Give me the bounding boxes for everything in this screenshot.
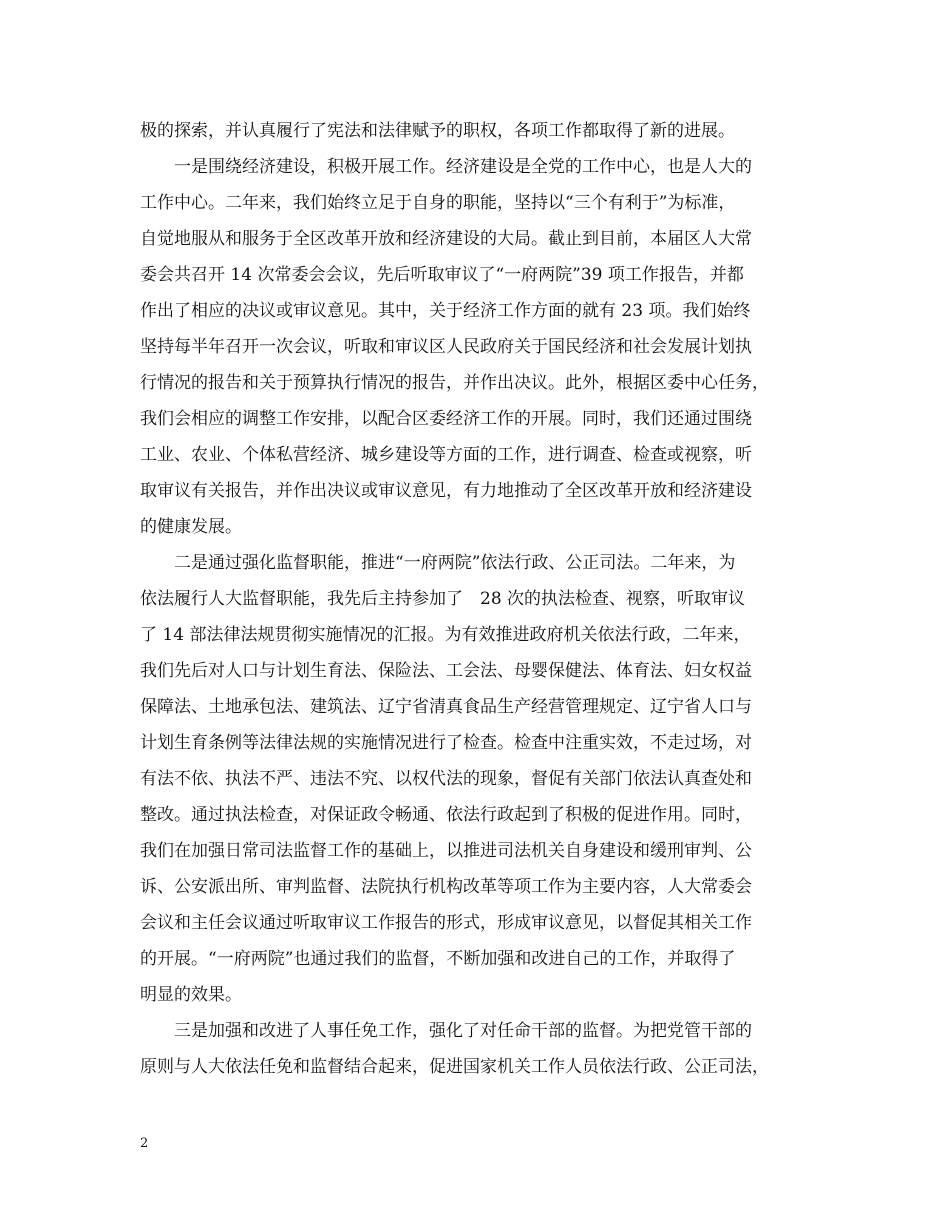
text-line: 我们会相应的调整工作安排，以配合区委经济工作的开展。同时，我们还通过围绕 — [140, 409, 752, 429]
text-line: 保障法、土地承包法、建筑法、辽宁省清真食品生产经营管理规定、辽宁省人口与 — [140, 697, 752, 717]
text-line: 计划生育条例等法律法规的实施情况进行了检查。检查中注重实效，不走过场，对 — [140, 733, 752, 753]
body-text — [140, 113, 830, 1085]
text-line: 明显的效果。 — [140, 985, 242, 1005]
text-line: 我们先后对人口与计划生育法、保险法、工会法、母婴保健法、体育法、妇女权益 — [140, 661, 752, 681]
text-line: 行情况的报告和关于预算执行情况的报告，并作出决议。此外，根据区委中心任务， — [140, 373, 769, 393]
text-line: 的开展。“一府两院”也通过我们的监督，不断加强和改进自己的工作，并取得了 — [140, 949, 736, 969]
text-line: 依法履行人大监督职能，我先后主持参加了 28 次的执法检查、视察，听取审议 — [140, 589, 746, 609]
text-line: 二是通过强化监督职能，推进“一府两院”依法行政、公正司法。二年来，为 — [174, 553, 736, 573]
text-line: 会议和主任会议通过听取审议工作报告的形式，形成审议意见，以督促其相关工作 — [140, 913, 752, 933]
text-line: 有法不依、执法不严、违法不究、以权代法的现象，督促有关部门依法认真查处和 — [140, 769, 752, 789]
text-line: 工作中心。二年来，我们始终立足于自身的职能，坚持以“三个有利于”为标准， — [140, 193, 736, 213]
text-line: 三是加强和改进了人事任免工作，强化了对任命干部的监督。为把党管干部的 — [174, 1021, 752, 1041]
text-line: 原则与人大依法任免和监督结合起来，促进国家机关工作人员依法行政、公正司法， — [140, 1057, 769, 1077]
text-line: 坚持每半年召开一次会议，听取和审议区人民政府关于国民经济和社会发展计划执 — [140, 337, 752, 357]
text-line: 极的探索，并认真履行了宪法和法律赋予的职权，各项工作都取得了新的进展。 — [140, 121, 735, 141]
text-line: 诉、公安派出所、审判监督、法院执行机构改革等项工作为主要内容，人大常委会 — [140, 877, 752, 897]
text-line: 一是围绕经济建设，积极开展工作。经济建设是全党的工作中心，也是人大的 — [174, 157, 752, 177]
page-number: 2 — [140, 1136, 149, 1151]
text-line: 作出了相应的决议或审议意见。其中，关于经济工作方面的就有 23 项。我们始终 — [140, 301, 751, 321]
text-line: 取审议有关报告，并作出决议或审议意见，有力地推动了全区改革开放和经济建设 — [140, 481, 752, 501]
text-line: 自觉地服从和服务于全区改革开放和经济建设的大局。截止到目前，本届区人大常 — [140, 229, 752, 249]
text-line: 的健康发展。 — [140, 517, 242, 537]
text-line: 工业、农业、个体私营经济、城乡建设等方面的工作，进行调查、检查或视察，听 — [140, 445, 752, 465]
text-line: 我们在加强日常司法监督工作的基础上，以推进司法机关自身建设和缓刑审判、公 — [140, 841, 752, 861]
text-line: 委会共召开 14 次常委会会议，先后听取审议了“一府两院”39 项工作报告，并都 — [140, 265, 744, 285]
text-line: 整改。通过执法检查，对保证政令畅通、依法行政起到了积极的促进作用。同时， — [140, 805, 752, 825]
text-line: 了 14 部法律法规贯彻实施情况的汇报。为有效推进政府机关依法行政，二年来， — [140, 625, 751, 645]
